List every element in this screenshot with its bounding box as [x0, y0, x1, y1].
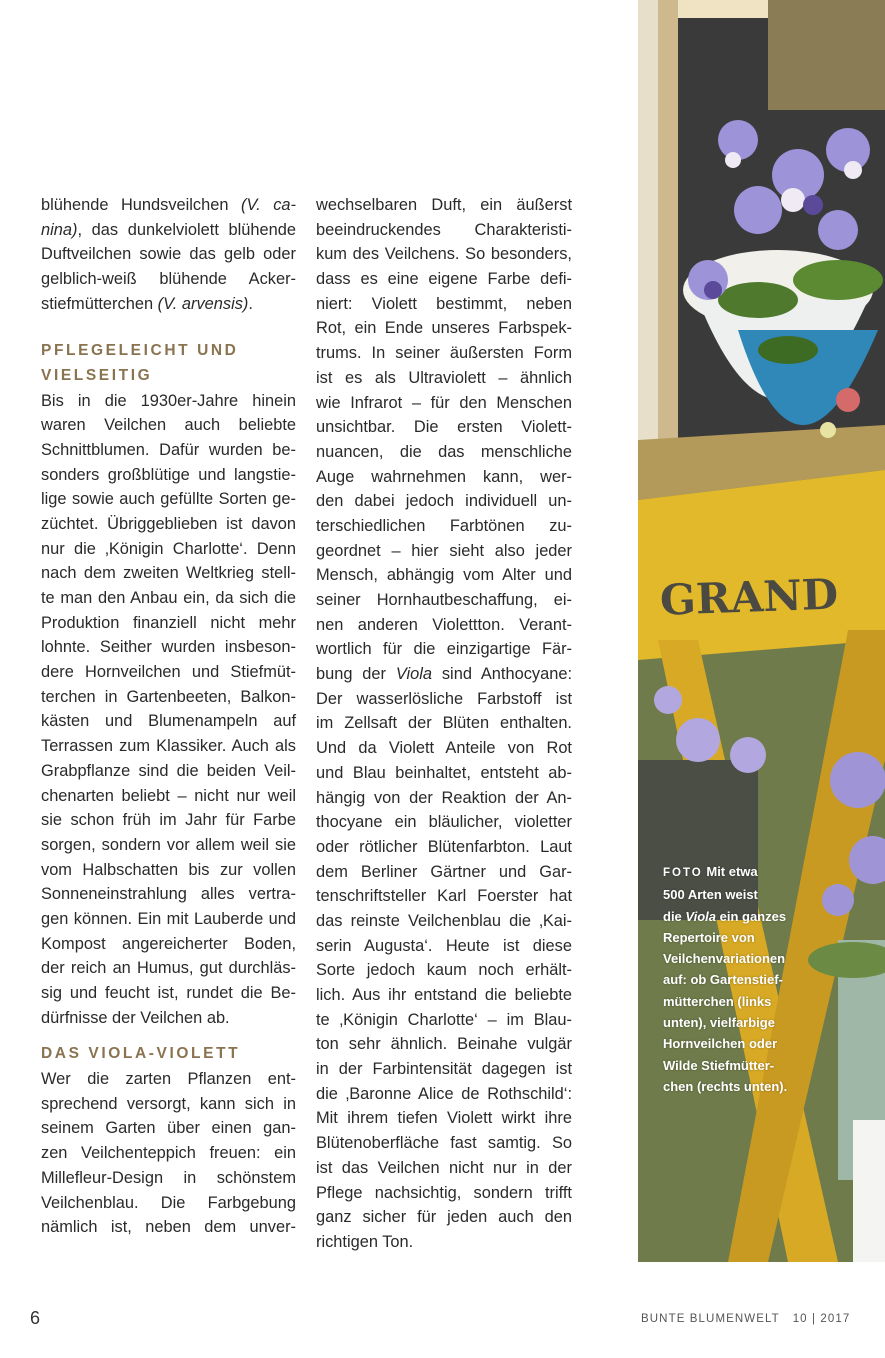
text-line: dere Hornveilchen und Stiefmüt- [41, 663, 296, 682]
text-line: stiefmütterchen (V. arvensis). [41, 294, 253, 313]
text-line: wortlich für die einzigartige Fär- [316, 640, 572, 659]
text-line: lich. Aus ihr entstand die beliebte [316, 986, 572, 1004]
spacer [41, 1030, 296, 1042]
text-line: kum des Veilchens. So besonders, [316, 245, 572, 264]
text-line: terchen in Gartenbeeten, Balkon- [41, 687, 296, 706]
text-line: Pflege nachsichtig, sondern trifft [316, 1183, 572, 1202]
article-column-left [41, 193, 296, 1240]
text-line: lohnte. Seither wurden insbeson- [41, 638, 296, 657]
text-line: im Zellsaft der Blüten enthalten. [316, 714, 572, 733]
text-line: thocyane ein bläulicher, violetter [316, 813, 572, 832]
text-line: te ‚Königin Charlotte‘ – im Blau- [316, 1010, 572, 1029]
text-line: wie Infrarot – für den Menschen [316, 393, 572, 412]
text-line: Terrassen zum Klassiker. Auch als [41, 737, 296, 756]
text-line: te man den Anbau ein, da sich die [41, 589, 296, 607]
text-line: Duftveilchen sowie das gelb oder [41, 245, 296, 264]
text-line: Mensch, abhängig vom Alter und [316, 566, 572, 585]
text-line: und Blau beinhaltet, entsteht ab- [316, 763, 572, 782]
text-line: die ‚Baronne Alice de Rothschild‘: [316, 1084, 572, 1103]
text-line: in der Farbintensität dagegen ist [316, 1060, 572, 1079]
text-line: beeindruckendes Charakteristi- [316, 220, 572, 239]
text-line: geordnet – hier sieht also jeder [316, 541, 572, 560]
text-line: nämlich ist, neben dem unver- [41, 1218, 296, 1237]
magazine-footer: BUNTE BLUMENWELT 10 | 2017 [641, 1313, 851, 1325]
text-line: tenschriftsteller Karl Foerster hat [316, 887, 572, 906]
text-line: Millefleur-Design in schönstem [41, 1168, 296, 1187]
text-line: bung der Viola sind Anthocyane: [316, 665, 572, 684]
text-line: Der wasserlösliche Farbstoff ist [316, 689, 572, 708]
text-line: das reinste Veilchenblau die ‚Kai- [316, 911, 572, 930]
text-line: züchtet. Übriggeblieben ist davon [41, 514, 296, 533]
text-line: terschiedlichen Farbtönen zu- [316, 516, 572, 535]
section-heading: DAS VIOLA-VIOLETT [41, 1045, 241, 1063]
text-line: ist es als Ultraviolett – ähnlich [316, 368, 572, 387]
text-line: nen anderen Violettton. Verant- [316, 615, 572, 634]
text-line: ton sehr ähnlich. Beinahe vulgär [316, 1035, 572, 1054]
text-line: Sonneneinstrahlung alles vertra- [41, 885, 296, 904]
text-line: sprechend versorgt, kann sich in [41, 1094, 296, 1113]
text-line: sorgen, sondern vor allem weil sie [41, 835, 296, 854]
text-line: richtigen Ton. [316, 1232, 414, 1251]
text-line: nach dem zweiten Weltkrieg stell- [41, 564, 296, 583]
text-line: sie schon früh im Jahr für Farbe [41, 811, 296, 830]
text-line: Veilchenblau. Die Farbgebung [41, 1193, 296, 1212]
text-line: lige sowie auch gefüllte Sorten ge- [41, 490, 296, 509]
text-line: chenarten beliebt – nicht nur weil [41, 786, 296, 805]
text-line: unsichtbar. Die ersten Violett- [316, 418, 572, 437]
text-line: Kompost angereicherter Boden, [41, 934, 296, 953]
text-line: gelblich-weiß blühende Acker- [41, 270, 296, 289]
sign-text: GRAND [659, 569, 839, 625]
text-line: vom Halbschatten bis zur vollen [41, 860, 296, 879]
text-line: ist das Veilchen nicht nur in der [316, 1158, 572, 1177]
text-line: Grabpflanze sind die beiden Veil- [41, 761, 296, 780]
text-line: dass es eine eigene Farbe defi- [316, 270, 572, 289]
text-line: waren Veilchen auch beliebte [41, 416, 296, 435]
article-column-middle [316, 193, 572, 1255]
text-line: der reich an Humus, gut durchläs- [41, 959, 296, 978]
section-heading: VIELSEITIG [41, 366, 153, 384]
text-line: sonders großblütige und langstie- [41, 465, 296, 484]
text-line: hängig von der Reaktion der An- [316, 788, 572, 807]
text-line: Produktion finanziell nicht mehr [41, 613, 296, 632]
paragraph [41, 389, 296, 1031]
text-line: Blütenoberfläche fast samtig. So [316, 1134, 572, 1153]
text-line: zen Veilchenteppich freuen: ein [41, 1144, 296, 1163]
text-line: nur die ‚Königin Charlotte‘. Denn [41, 539, 296, 558]
text-line: oder rötlicher Blütenfarbton. Laut [316, 837, 572, 856]
text-line: Auge wahrnehmen kann, wer- [316, 467, 572, 486]
text-line: dürfnisse der Veilchen ab. [41, 1008, 230, 1027]
caption-tag: FOTO [663, 867, 703, 879]
section-heading: PFLEGELEICHT UND [41, 342, 239, 360]
text-line: dem Berliner Gärtner und Gar- [316, 862, 572, 881]
paragraph [41, 1067, 296, 1240]
text-line: seinem Garten über einen gan- [41, 1119, 296, 1138]
text-line: gen können. Ein mit Lauberde und [41, 909, 296, 928]
text-line: nina), das dunkelviolett blühende [41, 220, 296, 239]
text-line: kästen und Blumenampeln auf [41, 712, 296, 731]
text-line: blühende Hundsveilchen (V. ca- [41, 196, 296, 214]
text-line: wechselbaren Duft, ein äußerst [316, 196, 572, 214]
text-line: sig und feucht ist, rundet die Be- [41, 984, 296, 1002]
text-line: Wer die zarten Pflanzen ent- [41, 1070, 296, 1089]
page-number: 6 [30, 1308, 41, 1328]
text-line: nuancen, die das menschliche [316, 442, 572, 461]
text-line: Schnittblumen. Dafür wurden be- [41, 440, 296, 459]
text-line: niert: Violett bestimmt, neben [316, 294, 572, 313]
text-line: Mit ihrem tiefen Violett wirkt ihre [316, 1109, 572, 1128]
text-line: Sorte jedoch kaum noch erhält- [316, 961, 572, 980]
photo-caption: FOTO Mit etwa 500 Arten weist die Viola ein ganzes Repertoire von Veilchenvariationen auf: ob Gartenstief- mütterchen (links unten), vielfarbige Hornveilchen oder Wilde Stiefmütter- chen (rechts unten). [663, 864, 788, 1094]
text-line: seiner Hornhautbeschaffung, ei- [316, 591, 572, 609]
text-line: trums. In seiner äußersten Form [316, 344, 572, 363]
text-line: serin Augusta‘. Heute ist diese [316, 936, 572, 955]
text-line: den dabei jedoch individuell un- [316, 492, 572, 511]
spacer [41, 316, 296, 341]
text-line: Rot, ein Ende unseres Farbspek- [316, 319, 572, 338]
text-line: Bis in die 1930er-Jahre hinein [41, 391, 296, 410]
text-line: ganz sicher für jeden auch den [316, 1208, 572, 1227]
text-line: Und da Violett Anteile von Rot [316, 739, 572, 758]
